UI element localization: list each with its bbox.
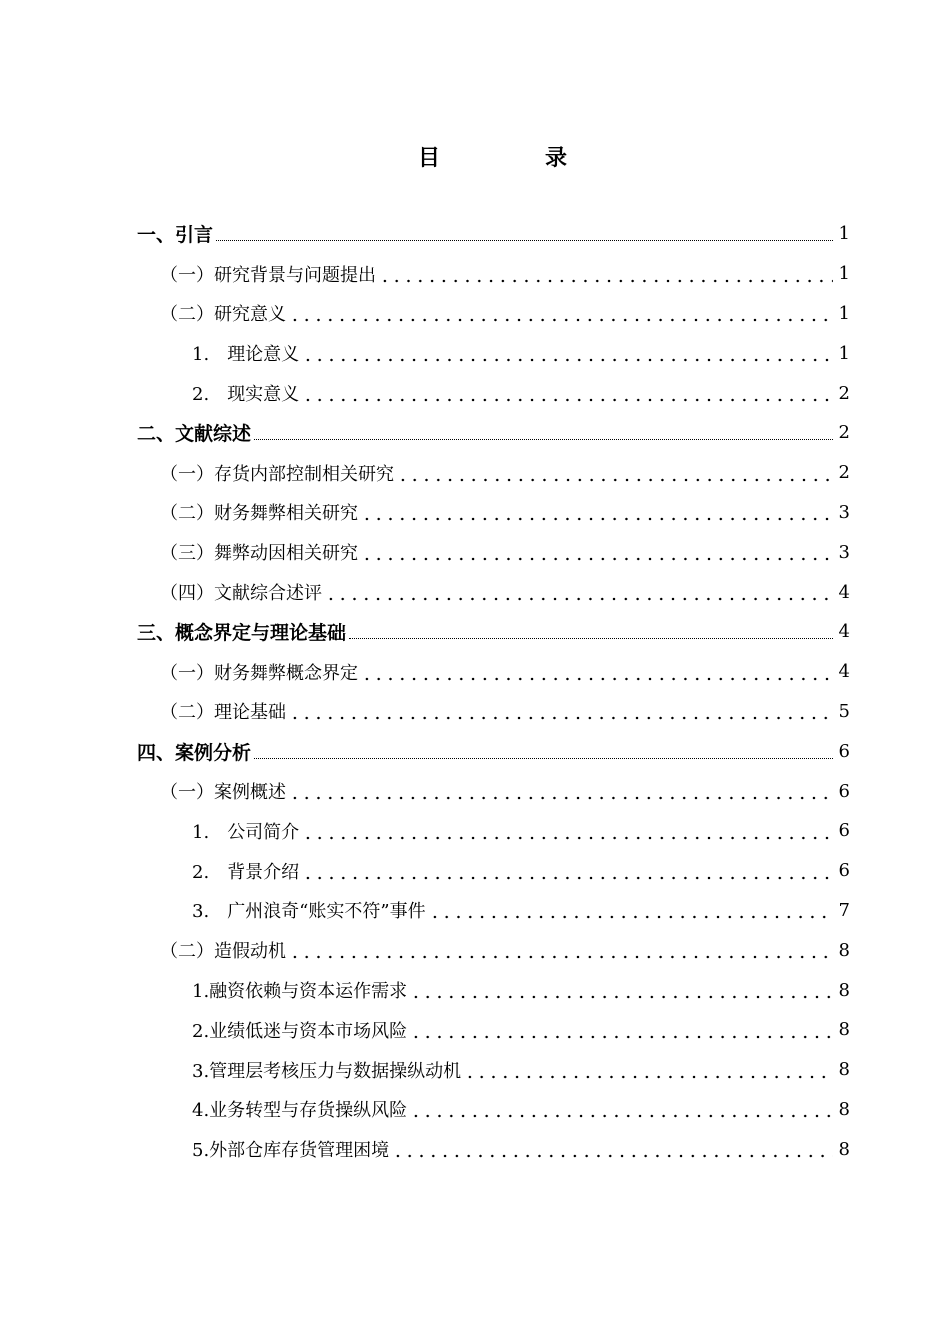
toc-entry[interactable] [0, 930, 950, 970]
toc-entry-page-number: 4 [838, 661, 850, 683]
dot-leader [254, 758, 833, 759]
toc-entry-page-number: 8 [838, 1059, 850, 1081]
toc-entry-number: 1. [192, 821, 210, 843]
toc-entry-page-number: 1 [838, 302, 850, 324]
toc-entry[interactable] [0, 692, 950, 732]
toc-entry-label: 4.业务转型与存货操纵风险 [192, 1100, 408, 1122]
toc-entry[interactable] [0, 373, 950, 413]
dot-leader [302, 383, 833, 403]
dot-leader [397, 463, 833, 483]
toc-entry-page-number: 8 [838, 1019, 850, 1041]
toc-entry-page-number: 8 [838, 939, 850, 961]
toc-entry-page-number: 4 [838, 581, 850, 603]
dot-leader [349, 638, 833, 639]
toc-entry[interactable] [0, 1050, 950, 1090]
dot-leader [361, 662, 833, 682]
dot-leader [302, 861, 833, 881]
dot-leader [429, 900, 833, 920]
toc-entry[interactable] [0, 493, 950, 533]
toc-entry-label: 四、案例分析 [137, 741, 252, 764]
dot-leader [379, 264, 833, 284]
toc-entry-label: 3.管理层考核压力与数据操纵动机 [192, 1060, 462, 1082]
toc-entry-text: 理论意义 [227, 344, 300, 366]
toc-entry-label: 1.融资依赖与资本运作需求 [192, 981, 408, 1003]
toc-entry[interactable] [0, 851, 950, 891]
toc-entry-label: 二、文献综述 [137, 423, 252, 446]
toc-entry-label [192, 897, 426, 923]
dot-leader [289, 701, 833, 721]
toc-entry-label [192, 818, 299, 844]
title-char-2: 录 [545, 146, 568, 171]
toc-entry[interactable] [0, 1090, 950, 1130]
toc-entry-page-number: 2 [838, 422, 850, 444]
toc-entry-page-number: 8 [838, 1138, 850, 1160]
toc-entry[interactable] [0, 970, 950, 1010]
toc-entry[interactable] [0, 1129, 950, 1169]
toc-entry-page-number: 6 [838, 780, 850, 802]
toc-entry-page-number: 6 [838, 820, 850, 842]
toc-entry-label: 三、概念界定与理论基础 [137, 622, 347, 645]
toc-entry-label: 2.业绩低迷与资本市场风险 [192, 1020, 408, 1042]
toc-entry-label: （一）研究背景与问题提出 [160, 264, 376, 286]
dot-leader [410, 1020, 833, 1040]
toc-entry[interactable] [0, 652, 950, 692]
toc-entry-page-number: 8 [838, 979, 850, 1001]
toc-entry-label: （二）理论基础 [160, 702, 286, 724]
toc-entry-page-number: 3 [838, 501, 850, 523]
toc-entry-page-number: 1 [838, 223, 850, 245]
toc-entry-label [192, 340, 299, 366]
toc-entry[interactable] [0, 891, 950, 931]
toc-entry-page-number: 6 [838, 860, 850, 882]
toc-entry-label: （四）文献综合述评 [160, 583, 322, 605]
toc-entry[interactable] [0, 214, 950, 254]
dot-leader [325, 582, 833, 602]
dot-leader [289, 781, 833, 801]
toc-entry[interactable] [0, 413, 950, 453]
toc-entry[interactable] [0, 771, 950, 811]
dot-leader [361, 542, 833, 562]
toc-entry-page-number: 5 [838, 700, 850, 722]
toc-entry-text: 背景介绍 [227, 861, 300, 883]
dot-leader [254, 439, 833, 440]
toc-entry-label: （一）财务舞弊概念界定 [160, 662, 358, 684]
toc-entry-label: （三）舞弊动因相关研究 [160, 543, 358, 565]
toc-entry-number: 1. [192, 344, 210, 366]
title-char-1: 目 [418, 146, 441, 171]
toc-entry[interactable] [0, 1010, 950, 1050]
toc-entry[interactable] [0, 294, 950, 334]
toc-entry-label [192, 858, 299, 884]
dot-leader [361, 502, 833, 522]
toc-entry-number: 2. [192, 861, 210, 883]
dot-leader [464, 1060, 833, 1080]
toc-entry-text: 公司简介 [227, 821, 300, 843]
toc-entry-label: 一、引言 [137, 224, 214, 247]
toc-entry-page-number: 1 [838, 263, 850, 285]
toc-entry-label [192, 380, 299, 406]
toc-entry-label: （一）案例概述 [160, 782, 286, 804]
page-title [0, 142, 950, 176]
dot-leader [392, 1139, 833, 1159]
toc-entry-page-number: 3 [838, 541, 850, 563]
toc-entry[interactable] [0, 731, 950, 771]
toc-entry-page-number: 7 [838, 899, 850, 921]
toc-entry-label: （二）财务舞弊相关研究 [160, 503, 358, 525]
toc-entry[interactable] [0, 333, 950, 373]
toc-entry-text: 现实意义 [227, 384, 300, 406]
dot-leader [289, 940, 833, 960]
toc-entry-text: 广州浪奇“账实不符”事件 [227, 901, 426, 923]
toc-entry-number: 3. [192, 901, 210, 923]
dot-leader [216, 240, 833, 241]
toc-entry-page-number: 6 [838, 740, 850, 762]
toc-entry-number: 2. [192, 384, 210, 406]
dot-leader [410, 1099, 833, 1119]
toc-entry-page-number: 1 [838, 342, 850, 364]
toc-entry-page-number: 2 [838, 462, 850, 484]
toc-entry-page-number: 4 [838, 621, 850, 643]
toc-entry-label: （二）研究意义 [160, 304, 286, 326]
toc-entry-page-number: 8 [838, 1098, 850, 1120]
toc-entry[interactable] [0, 453, 950, 493]
toc-entry[interactable] [0, 254, 950, 294]
toc-entry-label: 5.外部仓库存货管理困境 [192, 1140, 390, 1162]
dot-leader [410, 980, 833, 1000]
toc-entry[interactable] [0, 811, 950, 851]
toc-entry[interactable] [0, 532, 950, 572]
dot-leader [302, 821, 833, 841]
toc-entry[interactable] [0, 612, 950, 652]
toc-entry[interactable] [0, 572, 950, 612]
table-of-contents [0, 214, 950, 1169]
dot-leader [289, 303, 833, 323]
toc-entry-page-number: 2 [838, 382, 850, 404]
toc-entry-label: （一）存货内部控制相关研究 [160, 463, 394, 485]
dot-leader [302, 343, 833, 363]
toc-entry-label: （二）造假动机 [160, 941, 286, 963]
